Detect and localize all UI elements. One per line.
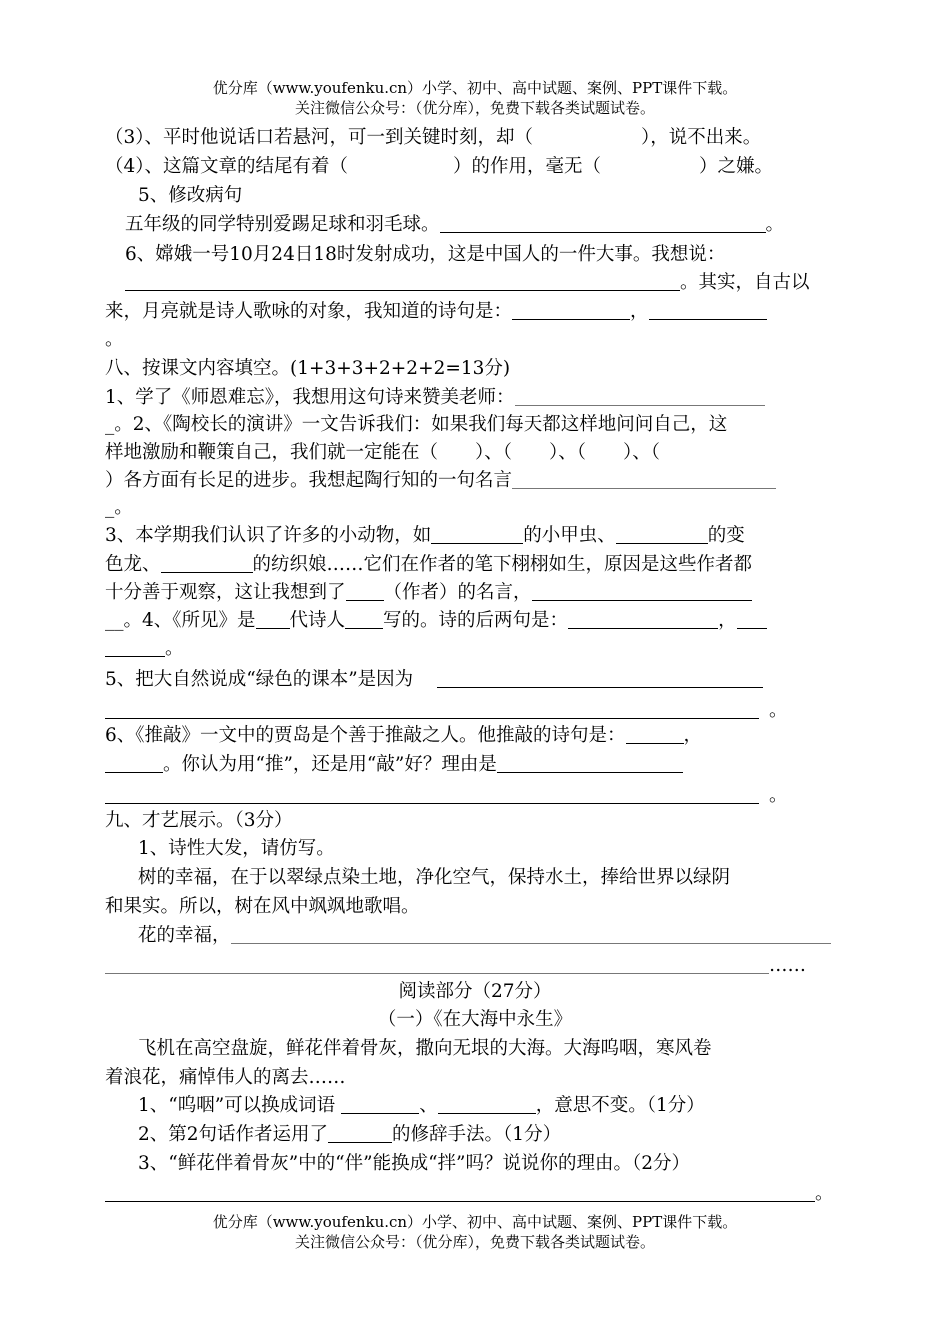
reading-question-1: 1、“呜咽”可以换成词语 、 ，意思不变。（1分） <box>138 1095 705 1116</box>
answer-blank[interactable] <box>737 610 767 630</box>
answer-blank[interactable] <box>649 301 767 321</box>
answer-blank[interactable] <box>346 582 384 602</box>
page-header-line1: 优分库（www.youfenku.cn）小学、初中、高中试题、案例、PPT课件下载。 <box>212 79 738 97</box>
answer-blank[interactable] <box>125 272 680 292</box>
s8-question-5: 5、把大自然说成“绿色的课本”是因为 <box>105 666 845 694</box>
answer-blank[interactable] <box>616 525 708 545</box>
section-8-title: 八、按课文内容填空。(1+3+3+2+2+2=13分) <box>105 358 511 379</box>
page-footer-line1: 优分库（www.youfenku.cn）小学、初中、高中试题、案例、PPT课件下载。 <box>212 1213 738 1231</box>
question-6-line1: 6、嫦娥一号10月24日18时发射成功，这是中国人的一件大事。我想说： <box>125 244 726 265</box>
answer-blank[interactable] <box>512 301 630 321</box>
answer-blank[interactable] <box>105 754 163 774</box>
reading-question-3: 3、“鲜花伴着骨灰”中的“伴”能换成“拌”吗？说说你的理由。（2分） <box>138 1153 691 1174</box>
answer-blank[interactable] <box>161 554 253 574</box>
answer-blank[interactable] <box>328 1124 392 1144</box>
s8-question-4-end: 。 <box>105 635 845 663</box>
reading-subtitle: （一）《在大海中永生》 <box>377 1009 573 1030</box>
answer-blank[interactable] <box>345 610 383 630</box>
answer-blank[interactable] <box>497 754 649 774</box>
answer-blank[interactable] <box>512 470 776 490</box>
answer-blank[interactable] <box>105 638 165 658</box>
s8-question-2-end: _。 <box>105 497 133 518</box>
answer-blank[interactable] <box>431 525 523 545</box>
answer-blank[interactable] <box>515 387 765 407</box>
answer-blank[interactable] <box>231 925 831 945</box>
s9-question-1: 1、诗性大发，请仿写。 <box>138 838 335 859</box>
s9-paragraph-line2: 和果实。所以，树在风中飒飒地歌唱。 <box>105 896 420 917</box>
question-5-sentence: 五年级的同学特别爱踢足球和羽毛球。 。 <box>125 214 785 235</box>
reading-paragraph-line2: 着浪花，痛悼伟人的离去…… <box>105 1067 346 1088</box>
page-header-line2: 关注微信公众号：（优分库），免费下载各类试题试卷。 <box>294 99 655 117</box>
question-6-end: 。 <box>105 329 124 350</box>
answer-blank[interactable] <box>437 669 763 689</box>
s8-question-6-line3: 。 <box>105 782 845 810</box>
reading-paragraph-line1: 飞机在高空盘旋，鲜花伴着骨灰，撒向无垠的大海。大海呜咽，寒风卷 <box>138 1038 712 1059</box>
s9-imitation-line2: …… <box>105 952 845 980</box>
reading-question-2: 2、第2句话作者运用了 的修辞手法。（1分） <box>138 1124 562 1145</box>
s8-question-3-line3: 十分善于观察，这让我想到了 （作者）的名言， <box>105 579 845 607</box>
reading-title: 阅读部分（27分） <box>398 981 552 1002</box>
answer-blank[interactable] <box>105 955 769 975</box>
s8-question-5-line2: 。 <box>105 697 845 725</box>
s8-question-2-line1: _。2、《陶校长的演讲》一文告诉我们：如果我们每天都这样地问问自己，这 <box>105 414 728 435</box>
s8-question-2-line3: ）各方面有长足的进步。我想起陶行知的一句名言 <box>105 467 845 495</box>
answer-blank[interactable] <box>105 785 759 805</box>
question-3: （3）、平时他说话口若悬河，可一到关键时刻，却（ ），说不出来。 <box>105 127 762 148</box>
section-9-title: 九、才艺展示。（3分） <box>105 810 293 831</box>
reading-question-3-answer: 。 <box>105 1180 845 1208</box>
s9-paragraph-line1: 树的幸福，在于以翠绿点染土地，净化空气，保持水土，捧给世界以绿阴 <box>138 867 731 888</box>
answer-blank[interactable] <box>105 700 759 720</box>
answer-blank[interactable] <box>440 214 766 234</box>
answer-blank[interactable] <box>438 1095 536 1115</box>
s8-question-6: 6、《推敲》一文中的贾岛是个善于推敲之人。他推敲的诗句是： ， <box>105 725 703 746</box>
s8-question-2-line2: 样地激励和鞭策自己，我们就一定能在（ ）、（ ）、（ ）、（ <box>105 442 661 463</box>
answer-blank[interactable] <box>649 754 683 774</box>
answer-blank[interactable] <box>256 610 290 630</box>
answer-blank[interactable] <box>341 1095 419 1115</box>
s8-question-3-line2: 色龙、 的纺织娘……它们在作者的笔下栩栩如生，原因是这些作者都 <box>105 554 753 575</box>
answer-blank[interactable] <box>532 582 752 602</box>
question-6-line2: 。其实，自古以 <box>125 269 845 297</box>
question-4: （4）、这篇文章的结尾有着（ ）的作用，毫无（ ）之嫌。 <box>105 156 774 177</box>
answer-blank[interactable] <box>626 725 684 745</box>
s8-question-6-line2: 。你认为用“推”，还是用“敲”好？理由是 <box>105 751 845 779</box>
question-5-title: 5、修改病句 <box>138 185 243 206</box>
s9-imitation-line: 花的幸福， <box>138 922 845 950</box>
s8-question-1: 1、学了《师恩难忘》，我想用这句诗来赞美老师： <box>105 384 845 412</box>
answer-blank[interactable] <box>568 610 718 630</box>
question-6-line3: 来，月亮就是诗人歌咏的对象，我知道的诗句是： ， <box>105 298 845 326</box>
page-footer-line2: 关注微信公众号：（优分库），免费下载各类试题试卷。 <box>294 1233 655 1251</box>
answer-blank[interactable] <box>105 1183 815 1203</box>
s8-question-4: __。4、《所见》是 代诗人 写的。诗的后两句是： ， <box>105 607 845 635</box>
s8-question-3-line1: 3、本学期我们认识了许多的小动物，如 的小甲虫、 的变 <box>105 525 745 546</box>
